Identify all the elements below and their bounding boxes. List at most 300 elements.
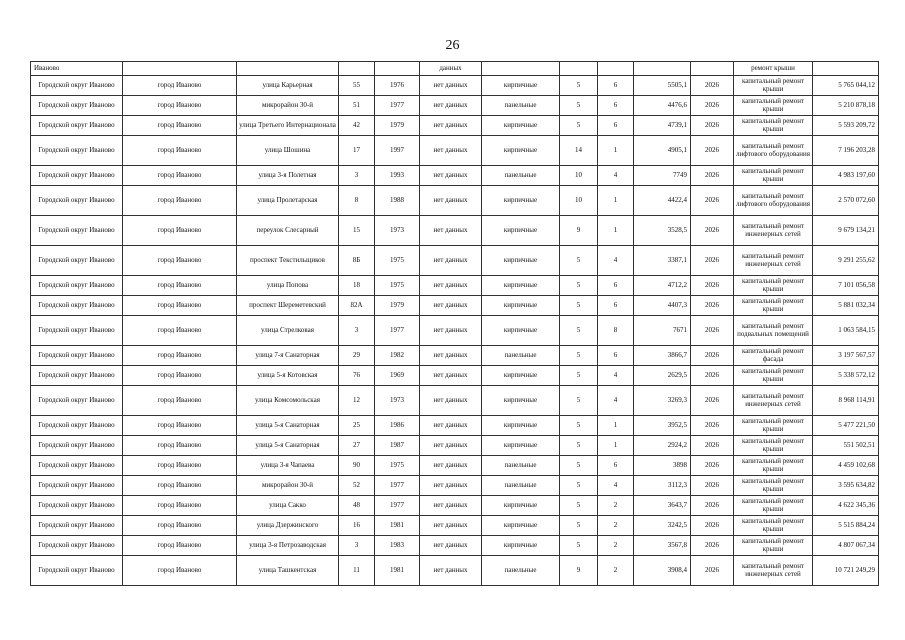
cell-area: 3242,5: [634, 516, 691, 536]
table-row: [31, 96, 879, 116]
cell-floor-data: нет данных: [420, 76, 482, 96]
cell-work-type: капитальный ремонт инженерных сетей: [734, 216, 813, 246]
cell-area: 3387,1: [634, 246, 691, 276]
cell-plan-year: 2026: [691, 386, 734, 416]
cell-area: 3528,5: [634, 216, 691, 246]
cell-entrances: 6: [598, 296, 634, 316]
cell-city: город Иваново: [123, 436, 237, 456]
cell-street: улица Дзержинского: [237, 516, 339, 536]
cell-city: город Иваново: [123, 316, 237, 346]
cell-city: город Иваново: [123, 496, 237, 516]
cell-entrances: 4: [598, 366, 634, 386]
cell-city: город Иваново: [123, 216, 237, 246]
cell-district: Городской округ Иваново: [31, 276, 123, 296]
cell-wall-material: кирпичные: [482, 136, 560, 166]
cell-street: переулок Слесарный: [237, 216, 339, 246]
cell-entrances: 4: [598, 476, 634, 496]
cell-wall-material: панельные: [482, 556, 560, 586]
cell-cost: 5 515 884,24: [813, 516, 879, 536]
cell-district: Городской округ Иваново: [31, 136, 123, 166]
cell-city: город Иваново: [123, 346, 237, 366]
cell-floor-data: нет данных: [420, 386, 482, 416]
cell-entrances: 2: [598, 516, 634, 536]
cell-plan-year: 2026: [691, 76, 734, 96]
cell-plan-year: 2026: [691, 416, 734, 436]
cell-street: улица Пролетарская: [237, 186, 339, 216]
cell-entrances: [598, 62, 634, 76]
cell-work-type: капитальный ремонт крыши: [734, 496, 813, 516]
cell-year: 1975: [375, 276, 420, 296]
cell-cost: 1 063 584,15: [813, 316, 879, 346]
cell-house: 29: [339, 346, 375, 366]
cell-area: 4476,6: [634, 96, 691, 116]
table-row: [31, 416, 879, 436]
cell-year: 1975: [375, 246, 420, 276]
cell-street: улица Ташкентская: [237, 556, 339, 586]
cell-area: 3269,3: [634, 386, 691, 416]
cell-work-type: капитальный ремонт крыши: [734, 536, 813, 556]
cell-house: 27: [339, 436, 375, 456]
cell-plan-year: 2026: [691, 436, 734, 456]
cell-entrances: 2: [598, 536, 634, 556]
cell-area: 4739,1: [634, 116, 691, 136]
cell-plan-year: 2026: [691, 366, 734, 386]
cell-floor-data: нет данных: [420, 346, 482, 366]
cell-cost: 8 968 114,91: [813, 386, 879, 416]
cell-city: город Иваново: [123, 116, 237, 136]
cell-floor-data: нет данных: [420, 96, 482, 116]
cell-entrances: 4: [598, 246, 634, 276]
cell-house: 15: [339, 216, 375, 246]
cell-house: 42: [339, 116, 375, 136]
cell-district: Городской округ Иваново: [31, 96, 123, 116]
cell-district: Городской округ Иваново: [31, 296, 123, 316]
cell-house: 18: [339, 276, 375, 296]
cell-plan-year: 2026: [691, 216, 734, 246]
table-row: [31, 496, 879, 516]
cell-district: Городской округ Иваново: [31, 456, 123, 476]
cell-house: 25: [339, 416, 375, 436]
cell-house: 82А: [339, 296, 375, 316]
cell-house: 8Б: [339, 246, 375, 276]
table-row: [31, 366, 879, 386]
cell-floors: 5: [560, 386, 598, 416]
cell-district: Городской округ Иваново: [31, 496, 123, 516]
cell-area: 4407,3: [634, 296, 691, 316]
cell-wall-material: кирпичные: [482, 366, 560, 386]
table-row: [31, 436, 879, 456]
cell-work-type: капитальный ремонт лифтового оборудования: [734, 136, 813, 166]
cell-wall-material: [482, 62, 560, 76]
cell-cost: 5 477 221,50: [813, 416, 879, 436]
cell-floor-data: нет данных: [420, 416, 482, 436]
cell-plan-year: 2026: [691, 346, 734, 366]
cell-city: город Иваново: [123, 386, 237, 416]
housing-repair-table: [30, 61, 879, 586]
cell-plan-year: 2026: [691, 166, 734, 186]
cell-floor-data: нет данных: [420, 136, 482, 166]
cell-entrances: 6: [598, 346, 634, 366]
cell-district: Городской округ Иваново: [31, 166, 123, 186]
cell-wall-material: кирпичные: [482, 416, 560, 436]
cell-floor-data: нет данных: [420, 436, 482, 456]
cell-plan-year: 2026: [691, 516, 734, 536]
cell-area: 7749: [634, 166, 691, 186]
table-row: [31, 186, 879, 216]
cell-floor-data: нет данных: [420, 536, 482, 556]
cell-work-type: капитальный ремонт крыши: [734, 436, 813, 456]
cell-entrances: 6: [598, 96, 634, 116]
cell-city: город Иваново: [123, 246, 237, 276]
cell-wall-material: кирпичные: [482, 216, 560, 246]
cell-year: 1993: [375, 166, 420, 186]
cell-year: 1977: [375, 96, 420, 116]
cell-entrances: 1: [598, 136, 634, 166]
cell-entrances: 1: [598, 416, 634, 436]
cell-house: 90: [339, 456, 375, 476]
cell-floors: 10: [560, 166, 598, 186]
cell-city: город Иваново: [123, 186, 237, 216]
cell-city: [123, 62, 237, 76]
cell-year: 1977: [375, 496, 420, 516]
cell-floors: 5: [560, 246, 598, 276]
cell-cost: 5 765 044,12: [813, 76, 879, 96]
cell-entrances: 1: [598, 216, 634, 246]
cell-floors: 5: [560, 96, 598, 116]
cell-cost: [813, 62, 879, 76]
cell-street: улица 3-я Полетная: [237, 166, 339, 186]
table-row: [31, 316, 879, 346]
cell-house: 52: [339, 476, 375, 496]
table-row: [31, 136, 879, 166]
cell-plan-year: 2026: [691, 496, 734, 516]
cell-area: 2924,2: [634, 436, 691, 456]
cell-street: микрорайон 30-й: [237, 96, 339, 116]
cell-cost: 9 291 255,62: [813, 246, 879, 276]
cell-plan-year: 2026: [691, 136, 734, 166]
cell-area: 3643,7: [634, 496, 691, 516]
cell-plan-year: 2026: [691, 246, 734, 276]
cell-floors: 5: [560, 416, 598, 436]
cell-area: 4712,2: [634, 276, 691, 296]
cell-floor-data: нет данных: [420, 316, 482, 346]
cell-wall-material: кирпичные: [482, 316, 560, 346]
table-row: [31, 346, 879, 366]
cell-district: Городской округ Иваново: [31, 536, 123, 556]
cell-street: проспект Шереметевский: [237, 296, 339, 316]
cell-house: 16: [339, 516, 375, 536]
cell-plan-year: 2026: [691, 276, 734, 296]
table-row: [31, 276, 879, 296]
cell-work-type: капитальный ремонт крыши: [734, 76, 813, 96]
cell-floors: 5: [560, 346, 598, 366]
cell-street: улица 7-я Санаторная: [237, 346, 339, 366]
cell-street: [237, 62, 339, 76]
cell-district: Городской округ Иваново: [31, 516, 123, 536]
cell-cost: 7 101 056,58: [813, 276, 879, 296]
cell-street: улица 3-я Петрозаводская: [237, 536, 339, 556]
cell-cost: 5 338 572,12: [813, 366, 879, 386]
cell-district: Городской округ Иваново: [31, 556, 123, 586]
cell-work-type: капитальный ремонт крыши: [734, 166, 813, 186]
cell-year: 1979: [375, 116, 420, 136]
cell-city: город Иваново: [123, 456, 237, 476]
cell-floor-data: нет данных: [420, 296, 482, 316]
table-row: [31, 216, 879, 246]
cell-floor-data: нет данных: [420, 246, 482, 276]
cell-floors: 9: [560, 216, 598, 246]
cell-area: 3952,5: [634, 416, 691, 436]
cell-city: город Иваново: [123, 296, 237, 316]
cell-wall-material: кирпичные: [482, 536, 560, 556]
cell-district: Городской округ Иваново: [31, 436, 123, 456]
cell-plan-year: 2026: [691, 96, 734, 116]
cell-floors: 5: [560, 456, 598, 476]
cell-street: улица 5-я Котовская: [237, 366, 339, 386]
cell-work-type: капитальный ремонт крыши: [734, 276, 813, 296]
cell-district: Городской округ Иваново: [31, 186, 123, 216]
cell-floor-data: нет данных: [420, 496, 482, 516]
cell-floors: 5: [560, 276, 598, 296]
cell-house: 17: [339, 136, 375, 166]
cell-house: 76: [339, 366, 375, 386]
cell-district: Городской округ Иваново: [31, 346, 123, 366]
cell-cost: 5 881 032,34: [813, 296, 879, 316]
cell-year: 1987: [375, 436, 420, 456]
cell-floor-data: нет данных: [420, 516, 482, 536]
cell-plan-year: 2026: [691, 556, 734, 586]
cell-city: город Иваново: [123, 536, 237, 556]
page-number: 26: [445, 38, 460, 53]
cell-cost: 4 983 197,60: [813, 166, 879, 186]
cell-work-type: капитальный ремонт крыши: [734, 456, 813, 476]
cell-house: 55: [339, 76, 375, 96]
cell-house: 3: [339, 166, 375, 186]
cell-cost: 551 502,51: [813, 436, 879, 456]
cell-wall-material: кирпичные: [482, 516, 560, 536]
cell-cost: 7 196 203,28: [813, 136, 879, 166]
cell-wall-material: панельные: [482, 96, 560, 116]
table-row: [31, 246, 879, 276]
cell-plan-year: 2026: [691, 296, 734, 316]
cell-cost: 3 197 567,57: [813, 346, 879, 366]
cell-street: улица Стрелковая: [237, 316, 339, 346]
cell-year: 1981: [375, 516, 420, 536]
cell-area: 3898: [634, 456, 691, 476]
cell-work-type: ремонт крыши: [734, 62, 813, 76]
cell-city: город Иваново: [123, 416, 237, 436]
cell-floors: 5: [560, 76, 598, 96]
cell-work-type: капитальный ремонт крыши: [734, 96, 813, 116]
cell-area: 3908,4: [634, 556, 691, 586]
table-row: [31, 386, 879, 416]
cell-floors: 5: [560, 536, 598, 556]
cell-district: Городской округ Иваново: [31, 116, 123, 136]
cell-area: 7671: [634, 316, 691, 346]
cell-district: Городской округ Иваново: [31, 316, 123, 346]
cell-year: 1977: [375, 476, 420, 496]
cell-entrances: 6: [598, 76, 634, 96]
cell-street: улица Шошина: [237, 136, 339, 166]
cell-house: 48: [339, 496, 375, 516]
table-row: [31, 536, 879, 556]
cell-city: город Иваново: [123, 516, 237, 536]
cell-entrances: 4: [598, 386, 634, 416]
cell-floors: [560, 62, 598, 76]
cell-district: Иваново: [31, 62, 123, 76]
cell-wall-material: кирпичные: [482, 186, 560, 216]
cell-area: 5505,1: [634, 76, 691, 96]
cell-floors: 9: [560, 556, 598, 586]
cell-plan-year: 2026: [691, 316, 734, 346]
cell-floors: 5: [560, 496, 598, 516]
cell-area: 4905,1: [634, 136, 691, 166]
cell-entrances: 6: [598, 116, 634, 136]
cell-city: город Иваново: [123, 556, 237, 586]
cell-city: город Иваново: [123, 476, 237, 496]
cell-entrances: 2: [598, 556, 634, 586]
cell-year: 1976: [375, 76, 420, 96]
cell-street: улица Попова: [237, 276, 339, 296]
cell-floors: 5: [560, 366, 598, 386]
cell-floors: 10: [560, 186, 598, 216]
cell-city: город Иваново: [123, 366, 237, 386]
cell-year: 1986: [375, 416, 420, 436]
cell-year: 1988: [375, 186, 420, 216]
cell-house: [339, 62, 375, 76]
cell-work-type: капитальный ремонт крыши: [734, 296, 813, 316]
cell-district: Городской округ Иваново: [31, 416, 123, 436]
cell-wall-material: кирпичные: [482, 436, 560, 456]
cell-street: улица 5-я Санаторная: [237, 416, 339, 436]
cell-work-type: капитальный ремонт крыши: [734, 476, 813, 496]
cell-cost: 2 570 072,60: [813, 186, 879, 216]
cell-house: 51: [339, 96, 375, 116]
cell-entrances: 4: [598, 166, 634, 186]
cell-wall-material: панельные: [482, 456, 560, 476]
cell-district: Городской округ Иваново: [31, 76, 123, 96]
cell-street: улица Сакко: [237, 496, 339, 516]
cell-work-type: капитальный ремонт крыши: [734, 366, 813, 386]
cell-city: город Иваново: [123, 276, 237, 296]
cell-year: 1973: [375, 216, 420, 246]
cell-plan-year: [691, 62, 734, 76]
cell-plan-year: 2026: [691, 536, 734, 556]
table-row: [31, 62, 879, 76]
table-row: [31, 166, 879, 186]
cell-wall-material: кирпичные: [482, 386, 560, 416]
cell-entrances: 1: [598, 186, 634, 216]
cell-year: [375, 62, 420, 76]
table-row: [31, 296, 879, 316]
cell-house: 11: [339, 556, 375, 586]
cell-area: 3112,3: [634, 476, 691, 496]
cell-year: 1979: [375, 296, 420, 316]
cell-work-type: капитальный ремонт крыши: [734, 516, 813, 536]
table-row: [31, 116, 879, 136]
cell-district: Городской округ Иваново: [31, 216, 123, 246]
cell-area: [634, 62, 691, 76]
cell-floor-data: нет данных: [420, 456, 482, 476]
cell-house: 3: [339, 316, 375, 346]
cell-year: 1982: [375, 346, 420, 366]
cell-work-type: капитальный ремонт подвальных помещений: [734, 316, 813, 346]
cell-district: Городской округ Иваново: [31, 366, 123, 386]
cell-cost: 10 721 249,29: [813, 556, 879, 586]
cell-floors: 14: [560, 136, 598, 166]
cell-area: 4422,4: [634, 186, 691, 216]
cell-street: улица Третьего Интернационала: [237, 116, 339, 136]
cell-area: 3567,8: [634, 536, 691, 556]
cell-cost: 4 459 102,68: [813, 456, 879, 476]
cell-work-type: капитальный ремонт крыши: [734, 116, 813, 136]
cell-cost: 5 210 878,18: [813, 96, 879, 116]
cell-entrances: 8: [598, 316, 634, 346]
cell-wall-material: кирпичные: [482, 296, 560, 316]
cell-street: улица 5-я Санаторная: [237, 436, 339, 456]
cell-year: 1975: [375, 456, 420, 476]
cell-work-type: капитальный ремонт фасада: [734, 346, 813, 366]
cell-floors: 5: [560, 316, 598, 346]
cell-plan-year: 2026: [691, 186, 734, 216]
cell-floor-data: нет данных: [420, 116, 482, 136]
cell-work-type: капитальный ремонт инженерных сетей: [734, 386, 813, 416]
cell-work-type: капитальный ремонт крыши: [734, 416, 813, 436]
cell-entrances: 1: [598, 436, 634, 456]
cell-cost: 4 807 067,34: [813, 536, 879, 556]
table-row: [31, 76, 879, 96]
cell-cost: 4 622 345,36: [813, 496, 879, 516]
cell-year: 1977: [375, 316, 420, 346]
cell-year: 1969: [375, 366, 420, 386]
table-row: [31, 476, 879, 496]
cell-city: город Иваново: [123, 76, 237, 96]
table-row: [31, 516, 879, 536]
cell-plan-year: 2026: [691, 116, 734, 136]
table-row: [31, 456, 879, 476]
cell-floor-data: нет данных: [420, 476, 482, 496]
cell-floor-data: нет данных: [420, 366, 482, 386]
cell-plan-year: 2026: [691, 476, 734, 496]
cell-cost: 9 679 134,21: [813, 216, 879, 246]
cell-wall-material: кирпичные: [482, 76, 560, 96]
cell-wall-material: кирпичные: [482, 116, 560, 136]
cell-cost: 5 593 209,72: [813, 116, 879, 136]
cell-cost: 3 595 634,82: [813, 476, 879, 496]
cell-work-type: капитальный ремонт инженерных сетей: [734, 246, 813, 276]
cell-plan-year: 2026: [691, 456, 734, 476]
cell-area: 2629,5: [634, 366, 691, 386]
cell-entrances: 2: [598, 496, 634, 516]
cell-work-type: капитальный ремонт лифтового оборудования: [734, 186, 813, 216]
cell-floor-data: нет данных: [420, 186, 482, 216]
cell-street: улица Карьерная: [237, 76, 339, 96]
cell-district: Городской округ Иваново: [31, 246, 123, 276]
cell-floors: 5: [560, 476, 598, 496]
cell-street: улица 3-я Чапаева: [237, 456, 339, 476]
cell-floors: 5: [560, 116, 598, 136]
cell-street: микрорайон 30-й: [237, 476, 339, 496]
cell-work-type: капитальный ремонт инженерных сетей: [734, 556, 813, 586]
cell-wall-material: кирпичные: [482, 496, 560, 516]
cell-year: 1983: [375, 536, 420, 556]
cell-year: 1973: [375, 386, 420, 416]
cell-entrances: 6: [598, 276, 634, 296]
cell-year: 1981: [375, 556, 420, 586]
cell-floors: 5: [560, 296, 598, 316]
cell-wall-material: панельные: [482, 346, 560, 366]
table-row: [31, 556, 879, 586]
